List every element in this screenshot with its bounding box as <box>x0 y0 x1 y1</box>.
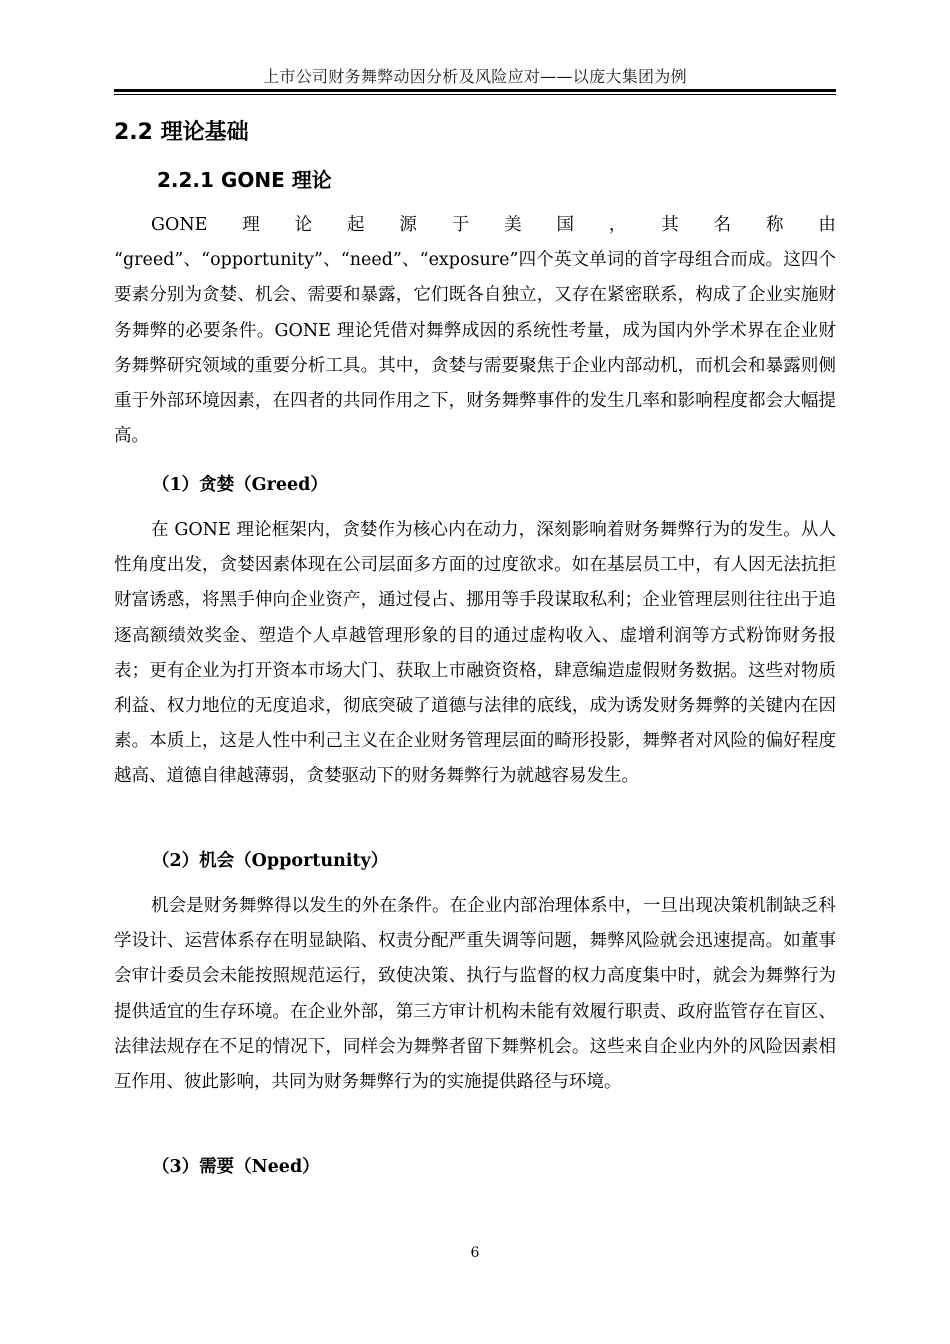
intro-first-line-word: 国 <box>556 215 575 235</box>
subsection-heading: 2.2.1 GONE 理论 <box>157 168 332 192</box>
intro-first-line-word: 于 <box>451 215 470 235</box>
section-heading: 2.2 理论基础 <box>114 120 249 145</box>
running-header: 上市公司财务舞弊动因分析及风险应对——以庞大集团为例 <box>263 67 687 86</box>
greed-heading: （1）贪婪（Greed） <box>152 475 328 495</box>
header-rule-thin <box>114 94 836 95</box>
intro-first-line-word: 其 <box>661 215 679 235</box>
intro-first-line-word: 美 <box>504 215 522 235</box>
intro-first-line-word: 起 <box>347 215 365 235</box>
intro-first-line-word: 名 <box>713 215 732 235</box>
header-rule-thick <box>114 89 836 92</box>
page-number: 6 <box>470 1245 480 1261</box>
intro-first-line <box>114 208 836 243</box>
intro-first-line-word: 理 <box>242 215 260 235</box>
opportunity-heading: （2）机会（Opportunity） <box>152 851 389 871</box>
opportunity-paragraph: 机会是财务舞弊得以发生的外在条件。在企业内部治理体系中，一旦出现决策机制缺乏科学设计、运营体系存在明显缺陷、权责分配严重失调等问题，舞弊风险就会迅速提高。如董事会审计委员会未能按照规范运行，致使决策、执行与监督的权力高度集中时，就会为舞弊行为提供适宜的生存环境。在企业外部，第三方审计机构未能有效履行职责、政府监管存在盲区、法律法规存在不足的情况下，同样会为舞弊者留下舞弊机会。这些来自企业内外的风险因素相互作用、彼此影响，共同为财务舞弊行为的实施提供路径与环境。 <box>114 896 836 1093</box>
need-heading: （3）需要（Need） <box>152 1157 320 1177</box>
intro-first-line-word: GONE <box>151 215 208 235</box>
intro-paragraph-rest: “greed”、“opportunity”、“need”、“exposure”四个英文单词的首字母组合而成。这四个要素分别为贪婪、机会、需要和暴露，它们既各自独立，又存在紧密联系，构成了企业实施财务舞弊的必要条件。GONE 理论凭借对舞弊成因的系统性考量，成为国内外学术界在企业财务舞弊研究领域的重要分析工具。其中，贪婪与需要聚焦于企业内部动机，而机会和暴露则侧重于外部环境因素，在四者的共同作用之下，财务舞弊事件的发生几率和影响程度都会大幅提高。 <box>114 250 836 447</box>
intro-first-line-word: 称 <box>766 215 784 235</box>
intro-first-line-word: 源 <box>399 215 417 235</box>
intro-paragraph <box>114 208 836 454</box>
intro-first-line-word: 由 <box>818 215 836 235</box>
intro-first-line-word: 论 <box>294 215 313 235</box>
intro-first-line-word: ， <box>608 215 627 235</box>
greed-paragraph: 在 GONE 理论框架内，贪婪作为核心内在动力，深刻影响着财务舞弊行为的发生。从人性角度出发，贪婪因素体现在公司层面多方面的过度欲求。如在基层员工中，有人因无法抗拒财富诱惑，将黑手伸向企业资产，通过侵占、挪用等手段谋取私利；企业管理层则往往出于追逐高额绩效奖金、塑造个人卓越管理形象的目的通过虚构收入、虚增利润等方式粉饰财务报表；更有企业为打开资本市场大门、获取上市融资资格，肆意编造虚假财务数据。这些对物质利益、权力地位的无度追求，彻底突破了道德与法律的底线，成为诱发财务舞弊的关键内在因素。本质上，这是人性中利己主义在企业财务管理层面的畸形投影，舞弊者对风险的偏好程度越高、道德自律越薄弱，贪婪驱动下的财务舞弊行为就越容易发生。 <box>114 520 836 787</box>
